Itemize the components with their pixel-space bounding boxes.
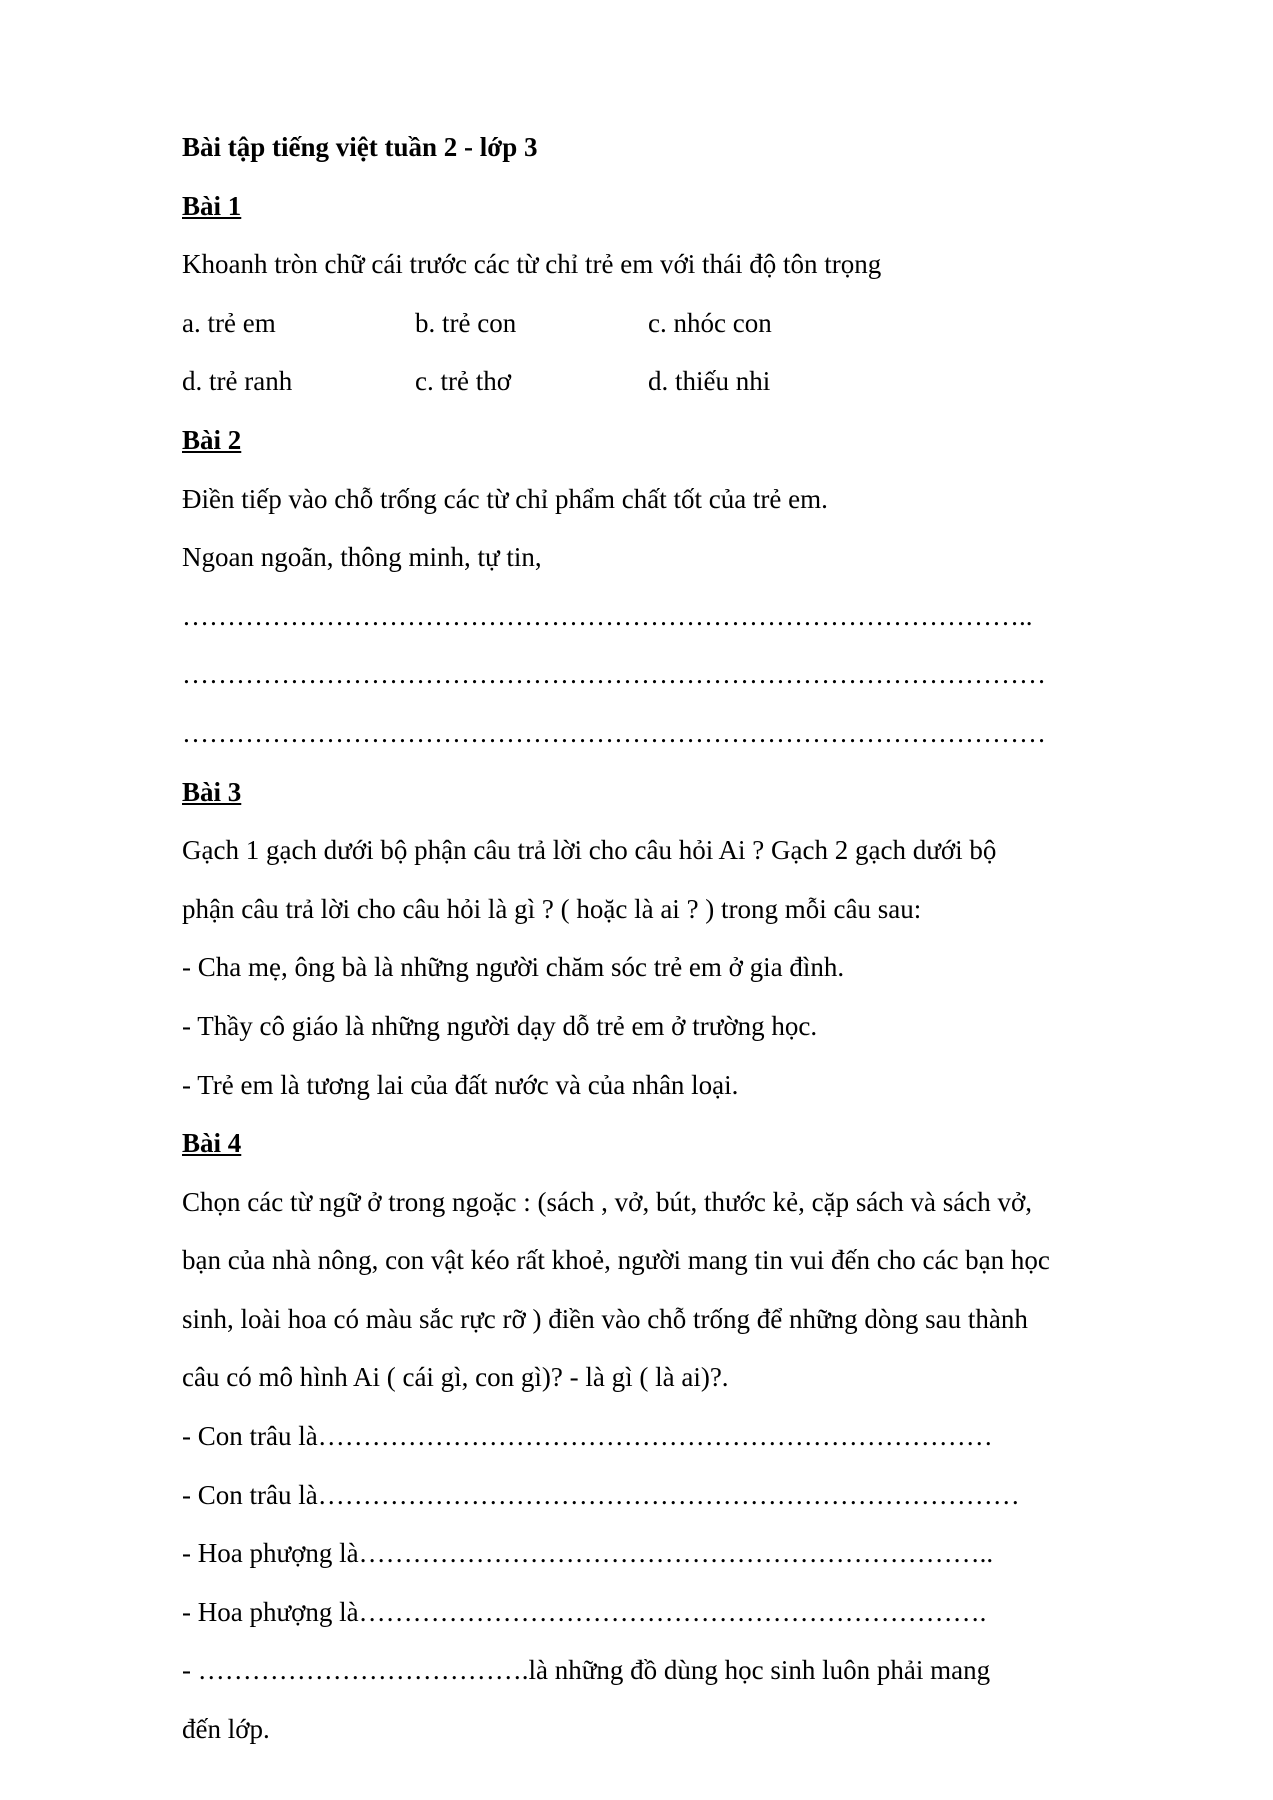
bai1-option: d. trẻ ranh	[182, 366, 293, 397]
bai1-option: b. trẻ con	[415, 307, 517, 338]
bai4-fill-item[interactable]: - ……………………………….là những đồ dùng học sinh luôn phải mang	[182, 1655, 991, 1686]
worksheet-page	[182, 118, 1162, 1759]
bai3-sentence: - Trẻ em là tương lai của đất nước và của nhân loại.	[182, 1069, 739, 1100]
page-title: Bài tập tiếng việt tuần 2 - lớp 3	[182, 132, 538, 162]
bai4-heading: Bài 4	[182, 1128, 242, 1159]
bai4-fill-item[interactable]: - Hoa phượng là…………………………………………………………….	[182, 1596, 987, 1627]
bai3-instruction-line: phận câu trả lời cho câu hỏi là gì ? ( hoặc là ai ? ) trong mỗi câu sau:	[182, 893, 922, 924]
bai2-instruction: Điền tiếp vào chỗ trống các từ chỉ phẩm chất tốt của trẻ em.	[182, 483, 828, 514]
bai1-option: c. trẻ thơ	[415, 366, 511, 397]
bai1-options-row-2	[182, 352, 1162, 411]
bai1-option: a. trẻ em	[182, 307, 276, 338]
bai1-instruction: Khoanh tròn chữ cái trước các từ chỉ trẻ em với thái độ tôn trọng	[182, 249, 882, 280]
bai2-example: Ngoan ngoãn, thông minh, tự tin,	[182, 542, 542, 573]
bai2-heading: Bài 2	[182, 424, 242, 455]
bai2-blank-line[interactable]: ……………………………………………………………………………………	[182, 717, 1046, 748]
bai3-instruction-line: Gạch 1 gạch dưới bộ phận câu trả lời cho câu hỏi Ai ? Gạch 2 gạch dưới bộ	[182, 835, 997, 866]
bai4-fill-item[interactable]: - Con trâu là……………………………………………………………………	[182, 1479, 1020, 1510]
bai1-heading: Bài 1	[182, 190, 242, 221]
bai4-fill-item[interactable]: - Con trâu là…………………………………………………………………	[182, 1421, 993, 1452]
bai4-fill-item[interactable]: - Hoa phượng là……………………………………………………………..	[182, 1538, 994, 1569]
bai2-blank-line[interactable]: ……………………………………………………………………………………	[182, 659, 1046, 690]
bai2-blank-line[interactable]: …………………………………………………………………………………..	[182, 600, 1033, 631]
bai1-option: d. thiếu nhi	[648, 366, 771, 397]
bai3-heading: Bài 3	[182, 776, 242, 807]
bai4-instruction-line: câu có mô hình Ai ( cái gì, con gì)? - là gì ( là ai)?.	[182, 1362, 729, 1393]
bai1-option: c. nhóc con	[648, 307, 772, 338]
bai3-sentence: - Cha mẹ, ông bà là những người chăm sóc trẻ em ở gia đình.	[182, 952, 845, 983]
bai4-instruction-line: Chọn các từ ngữ ở trong ngoặc : (sách , vở, bút, thước kẻ, cặp sách và sách vở,	[182, 1186, 1033, 1217]
bai4-fill-item-continuation: đến lớp.	[182, 1714, 270, 1745]
bai4-instruction-line: sinh, loài hoa có màu sắc rực rỡ ) điền vào chỗ trống để những dòng sau thành	[182, 1303, 1028, 1334]
bai1-options-row-1	[182, 294, 1162, 353]
bai3-sentence: - Thầy cô giáo là những người dạy dỗ trẻ em ở trường học.	[182, 1010, 818, 1041]
bai4-instruction-line: bạn của nhà nông, con vật kéo rất khoẻ, người mang tin vui đến cho các bạn học	[182, 1245, 1050, 1276]
